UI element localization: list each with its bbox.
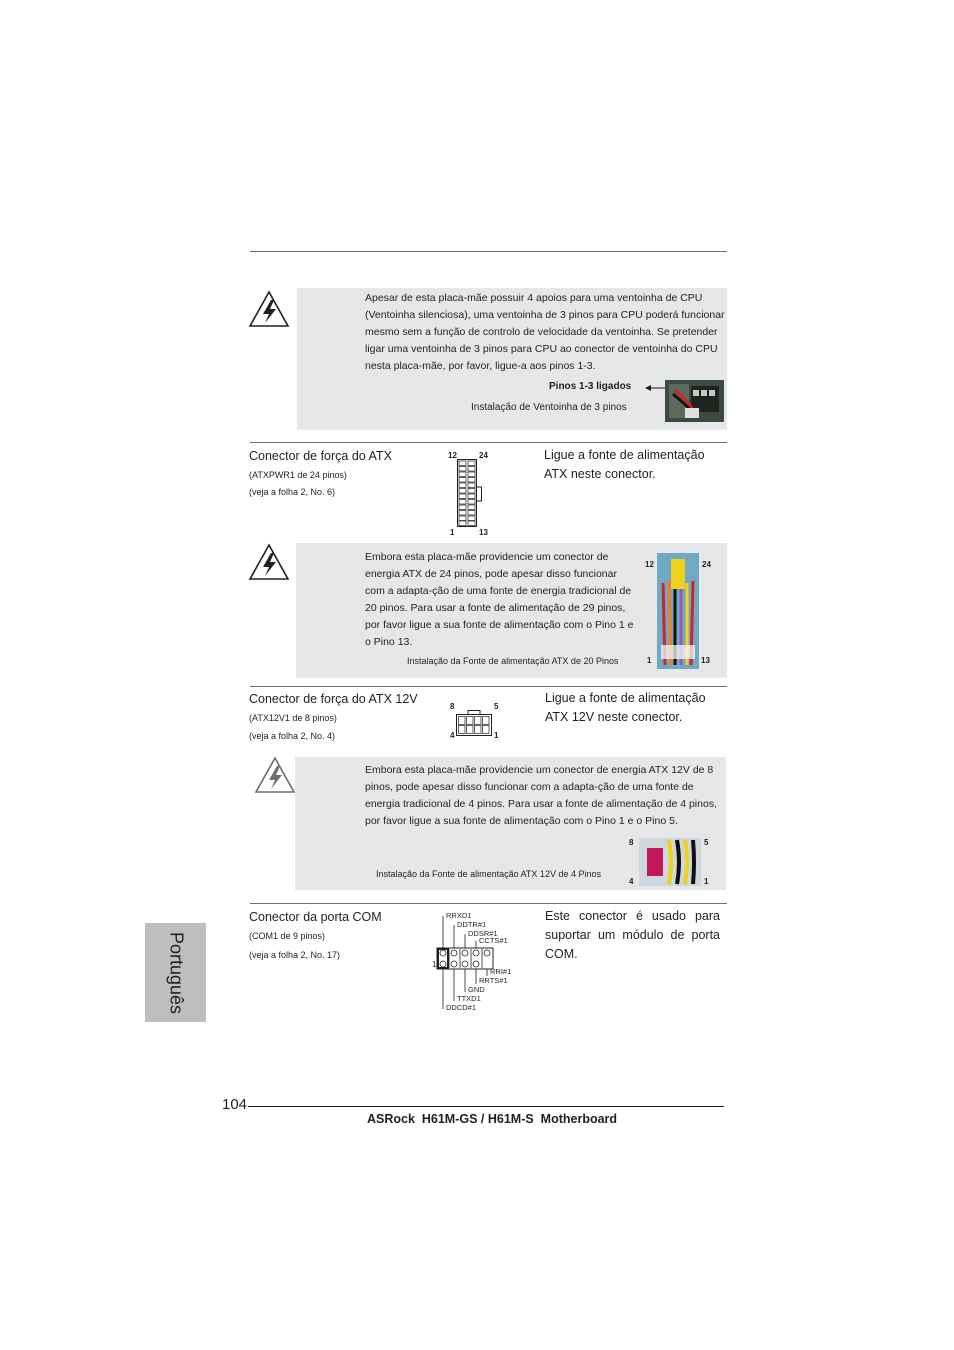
com-label-gnd: GND [468, 985, 485, 994]
atx-pin-br: 13 [479, 528, 488, 537]
atx12v-note-text: Embora esta placa-mãe providencie um conector de energia ATX 12V de 8 pinos, pode apesar disso funcionar com a adapta-ção de uma fonte de energia tradicional de 4 pinos. Para usar a fonte de alimentação de 4 pinos, por favor ligue a sua fonte de alimentação com o Pino 1 e o Pino 5. [365, 764, 717, 827]
arrow-left-icon [645, 384, 665, 392]
atx12v-sub1: (ATX12V1 de 8 pinos) [249, 713, 337, 723]
atx12v-note-caption: Instalação da Fonte de alimentação ATX 12V de 4 Pinos [376, 869, 601, 879]
atx12v-sub2: (veja a folha 2, No. 4) [249, 731, 336, 741]
com-label-rrts1: RRTS#1 [479, 976, 508, 985]
com-label-rri1: RRI#1 [490, 967, 512, 976]
atx-title: Conector de força do ATX [249, 449, 392, 463]
language-side-tab [145, 923, 206, 1022]
atx-photo-pin-br: 13 [701, 656, 710, 665]
atx12v-pin-tr: 5 [494, 702, 499, 711]
atx12v-pin-br: 1 [494, 731, 499, 740]
com-label-ddcd1: DDCD#1 [446, 1003, 477, 1012]
com-pin1-label: 1 [432, 960, 437, 969]
atx12v-desc: Ligue a fonte de alimentação ATX 12V neste conector. [545, 691, 706, 724]
com-label-ddtr1: DDTR#1 [457, 920, 487, 929]
footer-rule [248, 1106, 724, 1107]
atx-note-caption: Instalação da Fonte de alimentação ATX de 20 Pinos [407, 656, 619, 666]
atx-pin-bl: 1 [450, 528, 455, 537]
page-number: 104 [222, 1096, 248, 1113]
atx12v-photo-pin-tr: 5 [704, 838, 709, 847]
fan-caption: Instalação de Ventoinha de 3 pinos [471, 402, 627, 413]
com-label-rrxd1: RRXD1 [446, 911, 472, 920]
com-desc: Este conector é usado para suportar um módulo de porta COM. [545, 909, 720, 961]
atx12v-photo-pin-br: 1 [704, 877, 709, 886]
atx-desc: Ligue a fonte de alimentação ATX neste conector. [544, 448, 705, 481]
com-label-ttxd1: TTXD1 [457, 994, 481, 1003]
pins-connected-label: Pinos 1-3 ligados [549, 381, 632, 392]
atx12v-photo-pin-tl: 8 [629, 838, 634, 847]
com-label-ccts1: CCTS#1 [479, 936, 508, 945]
atx12v-title: Conector de força do ATX 12V [249, 692, 418, 706]
warning-icon [254, 756, 296, 794]
atx-photo-pin-tr: 24 [702, 560, 711, 569]
com-title: Conector da porta COM [249, 910, 382, 924]
atx-photo-pin-bl: 1 [647, 656, 652, 665]
com-label-ddsr1: DDSR#1 [468, 929, 498, 938]
rule-atx12v [250, 686, 727, 687]
com-sub2: (veja a folha 2, No. 17) [249, 950, 341, 960]
atx-pin-tr: 24 [479, 451, 488, 460]
atx12v-4pin-install-photo [639, 838, 701, 886]
warning-icon [248, 290, 290, 328]
atx-photo-pin-tl: 12 [645, 560, 654, 569]
rule-com [250, 903, 727, 904]
atx-24pin-connector-diagram [457, 459, 483, 527]
atx12v-pin-bl: 4 [450, 731, 455, 740]
atx-pin-tl: 12 [448, 451, 457, 460]
atx12v-pin-tl: 8 [450, 702, 455, 711]
atx12v-8pin-connector-diagram [456, 710, 492, 736]
rule-atx [250, 442, 727, 443]
top-rule [250, 251, 727, 252]
atx-sub2: (veja a folha 2, No. 6) [249, 487, 336, 497]
atx-note-text: Embora esta placa-mãe providencie um conector de energia ATX de 24 pinos, pode apesar disso funcionar com a adapta-ção de uma fonte de energia tradicional de 20 pinos. Para usar a fonte de alimentação de 29 pinos, por favor ligue a sua fonte de alimentação com o Pino 1 e o Pino 13. [365, 551, 634, 648]
fan-note-text: Apesar de esta placa-mãe possuir 4 apoios para uma ventoinha de CPU (Ventoinha silenciosa), uma ventoinha de 3 pinos para CPU poderá funcionar mesmo sem a função de controlo de velocidade da ventoinha. Se pretender ligar uma ventoinha de 3 pinos para CPU ao conector de ventoinha do CPU nesta placa-mãe, por favor, ligue-a aos pinos 1-3. [365, 292, 725, 372]
footer-model: ASRock H61M-GS / H61M-S Motherboard [367, 1112, 618, 1126]
com-sub1: (COM1 de 9 pinos) [249, 931, 326, 941]
atx-20pin-install-photo [657, 553, 699, 669]
fan-connector-photo [665, 380, 724, 422]
warning-icon [248, 543, 290, 581]
atx-sub1: (ATXPWR1 de 24 pinos) [249, 470, 347, 480]
language-side-tab-label: Português [166, 931, 186, 1014]
atx12v-photo-pin-bl: 4 [629, 877, 634, 886]
